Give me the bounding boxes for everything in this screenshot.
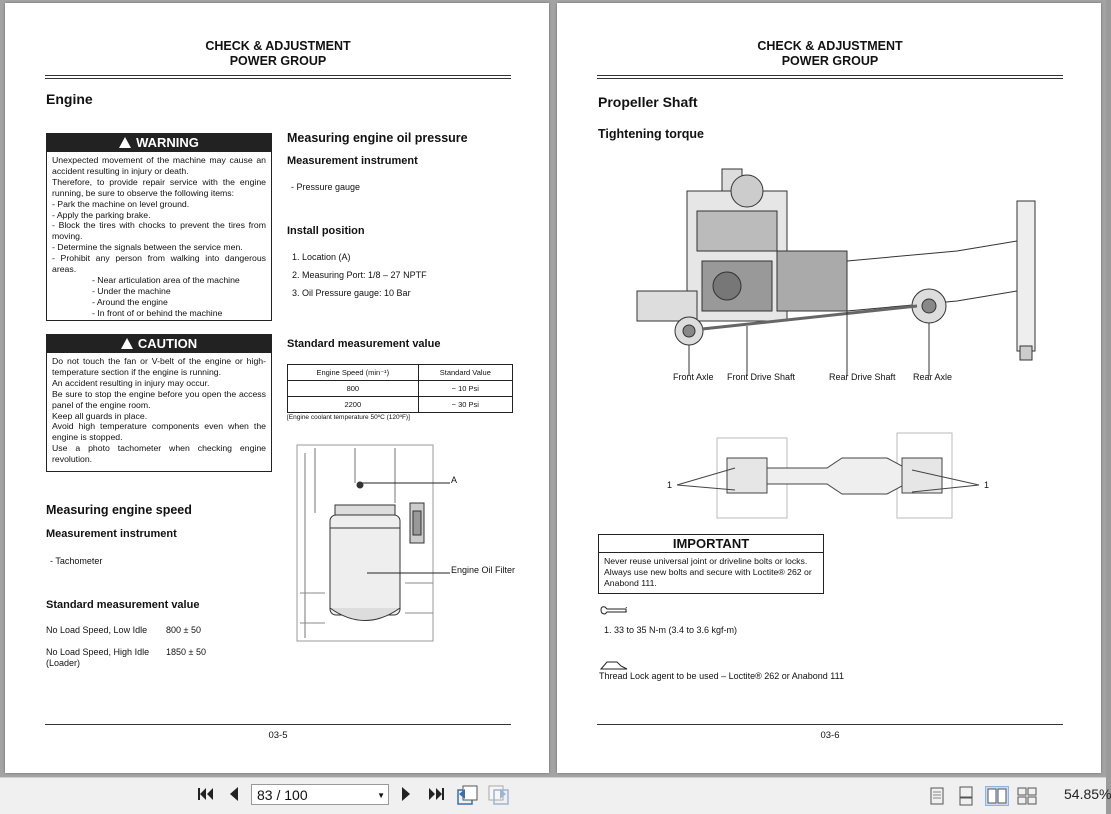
important-text: Never reuse universal joint or driveline bolts or locks. Always use new bolts and secure with Loctite® 262 or Anabond 111.: [604, 556, 812, 588]
go-back-icon: [455, 784, 479, 806]
next-page-button[interactable]: [398, 784, 414, 806]
important-title: IMPORTANT: [599, 535, 823, 553]
table-row: [288, 397, 513, 413]
threadlock-icon: [599, 659, 629, 671]
header-rule: [597, 75, 1063, 79]
oil-pressure-table: [287, 364, 513, 413]
warning-line: Unexpected movement of the machine may cause an accident resulting in injury or death.: [52, 155, 266, 176]
section-title: Engine: [46, 91, 93, 107]
go-forward-icon: [486, 784, 510, 806]
install-item: 3. Oil Pressure gauge: 10 Bar: [292, 288, 411, 298]
oil-std-title: Standard measurement value: [287, 338, 441, 350]
continuous-view-button[interactable]: [957, 786, 975, 806]
page-header: [597, 39, 1063, 69]
caution-title-bar: [47, 335, 271, 353]
speed-instrument-title: Measurement instrument: [46, 528, 177, 540]
page-number: 03-5: [268, 730, 288, 741]
caution-line: Use a photo tachometer when checking engine revolution.: [52, 443, 266, 465]
page-03-6: [557, 3, 1101, 773]
page-indicator-text: 83 / 100: [257, 787, 308, 803]
table-cell: 800: [288, 381, 419, 397]
warning-line: - Block the tires with chocks to prevent the tires from moving.: [52, 220, 266, 242]
last-page-button[interactable]: [426, 784, 446, 806]
subtitle: Tightening torque: [598, 127, 705, 141]
zoom-level[interactable]: 54.85%: [1064, 786, 1111, 802]
figure-label: Front Axle: [673, 372, 714, 382]
warning-line: - Park the machine on level ground.: [52, 198, 190, 209]
speed-row-value: 800 ± 50: [166, 625, 201, 635]
torque-item: 1. 33 to 35 N-m (3.4 to 3.6 kgf-m): [604, 625, 738, 635]
warning-subitem: - In front of or behind the machine: [92, 307, 223, 318]
speed-title: Measuring engine speed: [46, 503, 192, 517]
caution-body: [47, 353, 271, 468]
caution-line: Avoid high temperature components even when the engine is stopped.: [52, 421, 266, 443]
speed-row-label: No Load Speed, Low Idle: [46, 625, 148, 635]
warning-box: [46, 133, 272, 321]
first-page-button[interactable]: [196, 784, 216, 806]
wrench-colon: :: [625, 604, 628, 614]
header-rule: [45, 75, 511, 79]
caution-box: [46, 334, 272, 472]
single-page-view-button[interactable]: [928, 786, 946, 806]
caution-title: CAUTION: [137, 336, 198, 351]
warning-subitem: - Under the machine: [92, 285, 171, 296]
facing-view-button[interactable]: [985, 786, 1009, 806]
table-note: [Engine coolant temperature 50ºC (120ºF)]: [287, 414, 410, 421]
continuous-facing-icon: [1016, 786, 1038, 806]
threadlock-text: Thread Lock agent to be used – Loctite® 262 or Anabond 111: [599, 671, 844, 681]
table-header-row: [288, 365, 513, 381]
warning-line: Therefore, to provide repair service with the engine running, be sure to observe the following items:: [52, 176, 266, 198]
footer-rule: [45, 724, 511, 725]
header-line2: POWER GROUP: [781, 54, 879, 68]
footer-rule: [597, 724, 1063, 725]
previous-page-icon: [226, 784, 242, 804]
warning-line: - Prohibit any person from walking into dangerous areas.: [52, 253, 266, 275]
figure-label-1-right: 1: [984, 480, 990, 490]
first-page-icon: [196, 784, 216, 804]
page-number: 03-6: [820, 730, 840, 741]
warning-title: WARNING: [136, 135, 199, 150]
section-title: Propeller Shaft: [598, 94, 698, 110]
warning-line: - Apply the parking brake.: [52, 209, 151, 220]
caution-line: Be sure to stop the engine before you open the access panel of the engine room.: [52, 388, 266, 410]
install-item: 2. Measuring Port: 1/8 – 27 NPTF: [292, 270, 427, 280]
oil-filter-figure: [295, 443, 458, 643]
caution-line: An accident resulting in injury may occur.: [52, 377, 210, 388]
speed-std-title: Standard measurement value: [46, 599, 200, 611]
install-item: 1. Location (A): [292, 252, 351, 262]
oil-pressure-title: Measuring engine oil pressure: [287, 131, 468, 145]
warning-icon: [119, 137, 131, 148]
continuous-page-icon: [957, 786, 975, 806]
figure-label-oil-filter: Engine Oil Filter: [451, 565, 516, 575]
figure-label-1-left: 1: [667, 480, 673, 490]
continuous-facing-view-button[interactable]: [1016, 786, 1038, 806]
important-box: [598, 534, 824, 594]
last-page-icon: [426, 784, 446, 804]
facing-pages-icon: [986, 787, 1008, 805]
install-title: Install position: [287, 225, 365, 237]
oil-instrument-title: Measurement instrument: [287, 155, 418, 167]
go-back-button[interactable]: [455, 784, 479, 806]
drivetrain-figure: [627, 151, 1047, 366]
single-page-icon: [928, 786, 946, 806]
table-header: Standard Value: [418, 365, 512, 381]
page-number-input[interactable]: [251, 784, 389, 805]
page-header: [45, 39, 511, 69]
header-line1: CHECK & ADJUSTMENT: [205, 39, 351, 53]
warning-title-bar: [47, 134, 271, 152]
header-line1: CHECK & ADJUSTMENT: [757, 39, 903, 53]
figure-label: Front Drive Shaft: [727, 372, 796, 382]
go-forward-button[interactable]: [486, 784, 510, 806]
oil-instrument: - Pressure gauge: [291, 182, 361, 192]
previous-page-button[interactable]: [226, 784, 242, 806]
warning-body: [47, 152, 271, 322]
speed-row-label: No Load Speed, High Idle (Loader): [46, 647, 150, 668]
figure-label-a: A: [451, 475, 458, 485]
caution-line: Do not touch the fan or V-belt of the engine or high-temperature section if the engine is running.: [52, 356, 266, 377]
table-header: Engine Speed (min⁻¹): [288, 365, 419, 381]
warning-line: - Determine the signals between the service men.: [52, 242, 243, 253]
chevron-down-icon[interactable]: ▼: [377, 791, 385, 800]
shaft-detail-figure: [667, 428, 997, 528]
warning-subitem: - Near articulation area of the machine: [92, 274, 240, 285]
figure-label: Rear Axle: [913, 372, 953, 382]
caution-line: Keep all guards in place.: [52, 410, 148, 421]
header-line2: POWER GROUP: [229, 54, 327, 68]
caution-icon: [121, 338, 133, 349]
speed-row-value: 1850 ± 50: [166, 647, 206, 657]
table-cell: − 10 Psi: [418, 381, 512, 397]
page-03-5: [5, 3, 549, 773]
figure-label: Rear Drive Shaft: [829, 372, 896, 382]
table-row: [288, 381, 513, 397]
table-cell: − 30 Psi: [418, 397, 512, 413]
speed-instrument: - Tachometer: [50, 556, 103, 566]
warning-subitem: - Around the engine: [92, 296, 168, 307]
table-cell: 2200: [288, 397, 419, 413]
next-page-icon: [398, 784, 414, 804]
